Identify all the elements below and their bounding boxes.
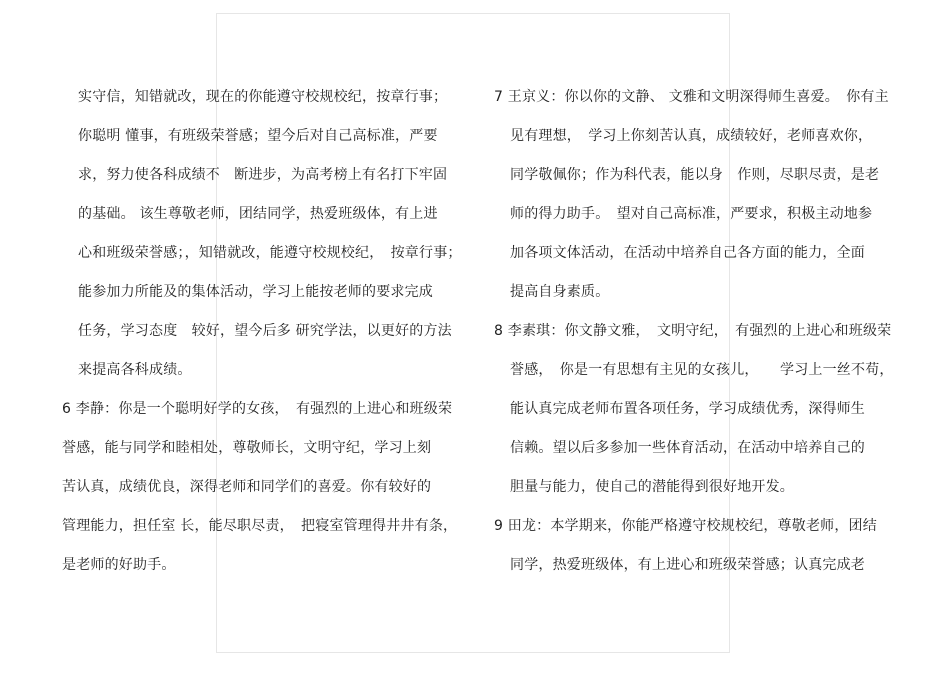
text-line: 见有理想， 学习上你刻苦认真，成绩较好，老师喜欢你， (510, 128, 873, 144)
text-line: 心和班级荣誉感；，知错就改，能遵守校规校纪， 按章行事； (78, 245, 462, 261)
text-line: 师的得力助手。 望对自己高标准，严要求，积极主动地参 (510, 206, 873, 222)
text-line: 誉感，能与同学和睦相处，尊敬师长，文明守纪，学习上刻 (62, 440, 432, 456)
text-line: 的基础。 该生尊敬老师，团结同学，热爱班级体，有上进 (78, 206, 438, 222)
text-line: 你聪明 懂事，有班级荣誉感；望今后对自己高标准，严要 (78, 128, 438, 144)
text-line: 管理能力，担任室 长，能尽职尽责， 把寝室管理得井井有条， (62, 518, 458, 534)
text-line: 能认真完成老师布置各项任务，学习成绩优秀，深得师生 (510, 401, 865, 417)
text-line: 来提高各科成绩。 (78, 362, 192, 378)
text-line: 任务，学习态度 较好，望今后多 研究学法，以更好的方法 (78, 323, 452, 339)
text-line: 胆量与能力，使自己的潜能得到很好地开发。 (510, 479, 794, 495)
text-line: 苦认真，成绩优良，深得老师和同学们的喜爱。你有较好的 (62, 479, 432, 495)
text-line: 同学敬佩你；作为科代表，能以身 作则，尽职尽责，是老 (510, 167, 880, 183)
text-line: 实守信，知错就改，现在的你能遵守校规校纪，按章行事； (78, 89, 448, 105)
comment-heading-line: 8 李素琪：你文静文雅， 文明守纪， 有强烈的上进心和班级荣 (494, 323, 892, 339)
comment-heading-line: 7 王京义：你以你的文静、 文雅和文明深得师生喜爱。 你有主 (494, 89, 889, 105)
text-line: 求，努力使各科成绩不 断进步，为高考榜上有名打下牢固 (78, 167, 448, 183)
text-line: 信赖。望以后多参加一些体育活动，在活动中培养自己的 (510, 440, 865, 456)
text-line: 能参加力所能及的集体活动，学习上能按老师的要求完成 (78, 284, 433, 300)
text-line: 同学，热爱班级体，有上进心和班级荣誉感；认真完成老 (510, 557, 865, 573)
comment-heading-line: 9 田龙：本学期来，你能严格遵守校规校纪，尊敬老师，团结 (494, 518, 877, 534)
text-line: 誉感， 你是一有思想有主见的女孩儿， 学习上一丝不苟， (510, 362, 894, 378)
text-line: 加各项文体活动，在活动中培养自己各方面的能力，全面 (510, 245, 865, 261)
comment-heading-line: 6 李静：你是一个聪明好学的女孩， 有强烈的上进心和班级荣 (62, 401, 453, 417)
text-line: 是老师的好助手。 (62, 557, 176, 573)
text-line: 提高自身素质。 (510, 284, 610, 300)
